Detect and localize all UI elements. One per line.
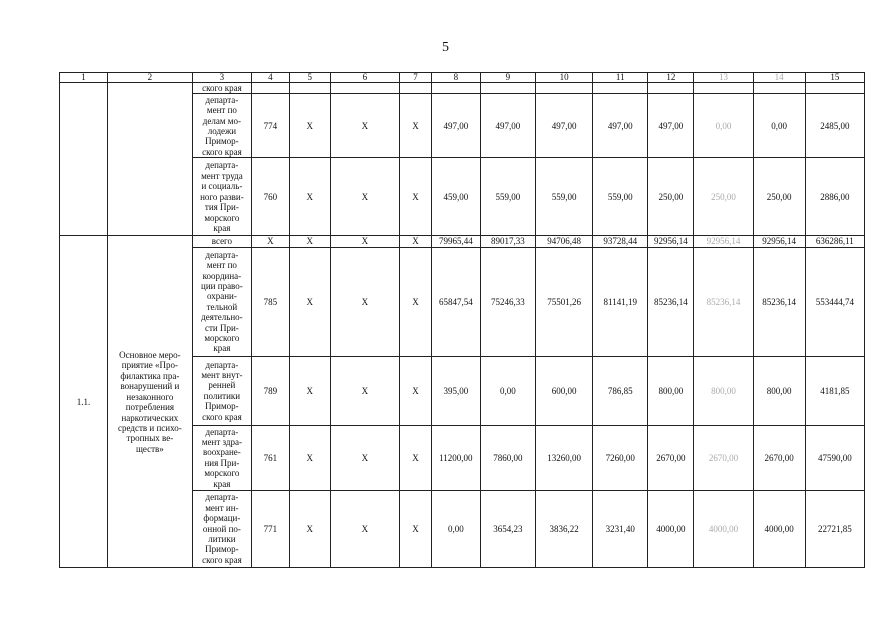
x-cell: X [400, 356, 432, 425]
dept-cell: ского края [192, 83, 251, 94]
column-number: 4 [252, 73, 290, 83]
dept-cell: всего [192, 236, 251, 247]
x-cell: X [289, 94, 330, 158]
table-row [60, 83, 865, 94]
code-cell: 774 [252, 94, 290, 158]
empty-cell [753, 83, 805, 94]
code-cell: X [252, 236, 290, 247]
empty-cell [805, 83, 864, 94]
value-cell: 497,00 [431, 94, 480, 158]
value-cell: 92956,14 [694, 236, 753, 247]
x-cell: X [400, 247, 432, 356]
column-number: 1 [60, 73, 108, 83]
value-cell: 459,00 [431, 158, 480, 236]
x-cell: X [400, 236, 432, 247]
value-cell: 800,00 [648, 356, 694, 425]
value-cell: 2670,00 [753, 425, 805, 490]
dept-cell: департа- мент по координа- ции право- охрани- тельной деятельно- сти При- морского края [192, 247, 251, 356]
column-number: 3 [192, 73, 251, 83]
value-cell: 800,00 [753, 356, 805, 425]
value-cell: 3654,23 [480, 490, 535, 567]
column-number: 2 [108, 73, 193, 83]
x-cell: X [400, 425, 432, 490]
value-cell: 2886,00 [805, 158, 864, 236]
dept-cell: департа- мент труда и социаль- ного разви- тия При- морского края [192, 158, 251, 236]
dept-cell: департа- мент ин- формаци- онной по- литики Примор- ского края [192, 490, 251, 567]
column-number: 6 [330, 73, 399, 83]
column-number: 14 [753, 73, 805, 83]
x-cell: X [289, 356, 330, 425]
code-cell: 789 [252, 356, 290, 425]
page-number: 5 [442, 40, 449, 55]
value-cell: 4181,85 [805, 356, 864, 425]
value-cell: 13260,00 [535, 425, 592, 490]
budget-table [59, 72, 865, 568]
empty-cell [400, 83, 432, 94]
value-cell: 93728,44 [593, 236, 648, 247]
value-cell: 636286,11 [805, 236, 864, 247]
value-cell: 2670,00 [694, 425, 753, 490]
empty-cell [330, 83, 399, 94]
code-cell: 761 [252, 425, 290, 490]
dept-cell: департа- мент здра- воохране- ния При- морского края [192, 425, 251, 490]
value-cell: 0,00 [431, 490, 480, 567]
value-cell: 559,00 [480, 158, 535, 236]
code-cell: 760 [252, 158, 290, 236]
empty-cell [60, 83, 108, 236]
value-cell: 497,00 [535, 94, 592, 158]
value-cell: 22721,85 [805, 490, 864, 567]
value-cell: 65847,54 [431, 247, 480, 356]
x-cell: X [289, 490, 330, 567]
value-cell: 553444,74 [805, 247, 864, 356]
x-cell: X [289, 236, 330, 247]
column-number-row [60, 73, 865, 83]
empty-cell [431, 83, 480, 94]
value-cell: 0,00 [753, 94, 805, 158]
code-cell: 771 [252, 490, 290, 567]
x-cell: X [330, 356, 399, 425]
value-cell: 497,00 [480, 94, 535, 158]
value-cell: 85236,14 [648, 247, 694, 356]
x-cell: X [400, 94, 432, 158]
value-cell: 395,00 [431, 356, 480, 425]
value-cell: 81141,19 [593, 247, 648, 356]
dept-cell: департа- мент по делам мо- лодежи Примор- ского края [192, 94, 251, 158]
value-cell: 3231,40 [593, 490, 648, 567]
empty-cell [480, 83, 535, 94]
value-cell: 4000,00 [648, 490, 694, 567]
column-number: 12 [648, 73, 694, 83]
value-cell: 85236,14 [753, 247, 805, 356]
empty-cell [648, 83, 694, 94]
value-cell: 0,00 [694, 94, 753, 158]
x-cell: X [289, 158, 330, 236]
table-row-total [60, 236, 865, 247]
x-cell: X [330, 236, 399, 247]
column-number: 13 [694, 73, 753, 83]
x-cell: X [330, 94, 399, 158]
dept-cell: департа- мент внут- ренней политики Примор- ского края [192, 356, 251, 425]
empty-cell [289, 83, 330, 94]
column-number: 8 [431, 73, 480, 83]
column-number: 10 [535, 73, 592, 83]
value-cell: 7860,00 [480, 425, 535, 490]
value-cell: 497,00 [593, 94, 648, 158]
value-cell: 75501,26 [535, 247, 592, 356]
x-cell: X [400, 490, 432, 567]
value-cell: 79965,44 [431, 236, 480, 247]
column-number: 11 [593, 73, 648, 83]
measure-number: 1.1. [60, 236, 108, 567]
value-cell: 85236,14 [694, 247, 753, 356]
empty-cell [108, 83, 193, 236]
value-cell: 4000,00 [694, 490, 753, 567]
value-cell: 600,00 [535, 356, 592, 425]
x-cell: X [289, 247, 330, 356]
value-cell: 2670,00 [648, 425, 694, 490]
value-cell: 47590,00 [805, 425, 864, 490]
x-cell: X [330, 425, 399, 490]
value-cell: 0,00 [480, 356, 535, 425]
empty-cell [694, 83, 753, 94]
value-cell: 786,85 [593, 356, 648, 425]
value-cell: 497,00 [648, 94, 694, 158]
column-number: 9 [480, 73, 535, 83]
column-number: 15 [805, 73, 864, 83]
x-cell: X [330, 158, 399, 236]
x-cell: X [330, 247, 399, 356]
x-cell: X [400, 158, 432, 236]
value-cell: 250,00 [694, 158, 753, 236]
value-cell: 7260,00 [593, 425, 648, 490]
value-cell: 94706,48 [535, 236, 592, 247]
column-number: 5 [289, 73, 330, 83]
column-number: 7 [400, 73, 432, 83]
value-cell: 559,00 [535, 158, 592, 236]
value-cell: 2485,00 [805, 94, 864, 158]
empty-cell [535, 83, 592, 94]
value-cell: 92956,14 [753, 236, 805, 247]
value-cell: 11200,00 [431, 425, 480, 490]
value-cell: 89017,33 [480, 236, 535, 247]
value-cell: 250,00 [648, 158, 694, 236]
empty-cell [593, 83, 648, 94]
empty-cell [252, 83, 290, 94]
value-cell: 3836,22 [535, 490, 592, 567]
value-cell: 250,00 [753, 158, 805, 236]
x-cell: X [330, 490, 399, 567]
code-cell: 785 [252, 247, 290, 356]
value-cell: 75246,33 [480, 247, 535, 356]
value-cell: 4000,00 [753, 490, 805, 567]
value-cell: 800,00 [694, 356, 753, 425]
value-cell: 559,00 [593, 158, 648, 236]
value-cell: 92956,14 [648, 236, 694, 247]
measure-name: Основное меро- приятие «Про- филактика пра- вонарушений и незаконного потребления наркотических средств и психо- тропных ве- ществ» [108, 236, 193, 567]
x-cell: X [289, 425, 330, 490]
